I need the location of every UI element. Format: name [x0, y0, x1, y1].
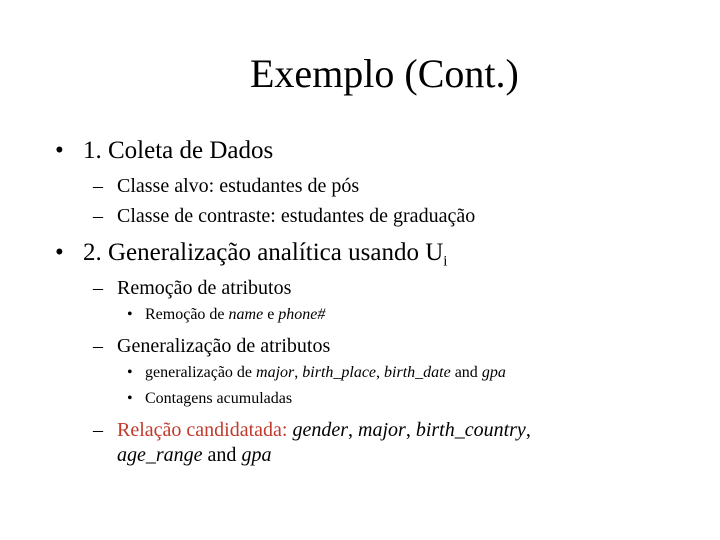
sub-item-classe-alvo: – Classe alvo: estudantes de pós — [93, 175, 360, 197]
dash-icon: – — [93, 175, 103, 197]
sub-item-generalizacao-atributos: – Generalização de atributos — [93, 335, 331, 357]
sub-sub-item-generalizacao: • generalização de major, birth_place, birth_date and gpa — [127, 364, 506, 381]
slide-title: Exemplo (Cont.) — [250, 51, 519, 96]
dash-icon: – — [93, 335, 103, 357]
bullet-coleta-de-dados: • 1. Coleta de Dados — [55, 137, 274, 164]
sub-item-relacao-candidatada: – Relação candidatada: gender, major, birth_country, — [93, 419, 531, 441]
bullet-icon: • — [55, 239, 64, 266]
relacao-label: Relação candidatada: — [117, 419, 288, 441]
dash-icon: – — [93, 205, 103, 227]
sub-sub-item-remocao: • Remoção de name e phone# — [127, 306, 326, 323]
sub-item-remocao-atributos: – Remoção de atributos — [93, 277, 292, 299]
sub-item-classe-contraste: – Classe de contraste: estudantes de graduação — [93, 205, 476, 227]
bullet-icon: • — [127, 364, 133, 381]
bullet-icon: • — [127, 390, 133, 407]
sub-sub-item-contagens: • Contagens acumuladas — [127, 390, 293, 407]
bullet-icon: • — [55, 137, 64, 164]
sub-item-relacao-continuation: age_range and gpa — [117, 444, 272, 466]
bullet-generalizacao-analitica: • 2. Generalização analítica usando $U_i$ — [55, 239, 448, 270]
dash-icon: – — [93, 277, 103, 299]
dash-icon: – — [93, 419, 103, 441]
bullet-icon: • — [127, 306, 133, 323]
